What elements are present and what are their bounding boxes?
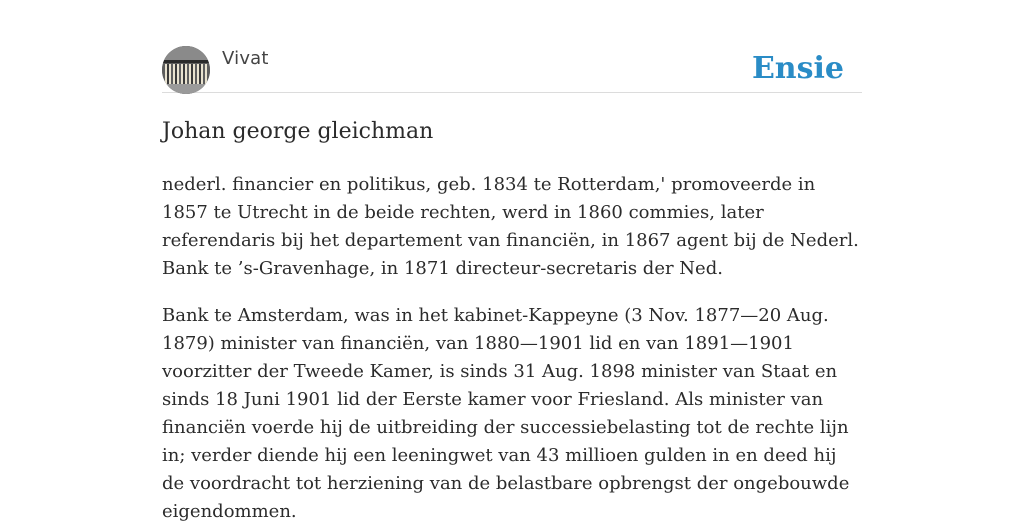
article-header [162, 46, 862, 93]
bookshelf-avatar-icon [162, 46, 210, 94]
article-card [162, 46, 862, 526]
article-title: Johan george gleichman [162, 119, 434, 144]
ensie-logo[interactable]: Ensie [751, 51, 844, 86]
article-paragraph-2: Bank te Amsterdam, was in het kabinet-Kappeyne (3 Nov. 1877—20 Aug. 1879) minister van financiën, van 1880—1901 lid en van 1891—1901 voorzitter der Tweede Kamer, is sinds 31 Aug. 1898 minister van Staat en sinds 18 Juni 1901 lid der Eerste kamer voor Friesland. Als minister van financiën voerde hij de uitbreiding der successiebelasting tot de rechte lijn in; verder diende hij een leeningwet van 43 millioen gulden in en deed hij de voordracht tot herziening van de belastbare opbrengst der ongebouwde eigendommen. [162, 305, 850, 522]
article-paragraph-1: nederl. financier en politikus, geb. 1834 te Rotterdam,' promoveerde in 1857 te Utrecht in de beide rechten, werd in 1860 commies, later referendaris bij het departement van financiën, in 1867 agent bij de Nederl. Bank te ’s-Gravenhage, in 1871 directeur-secretaris der Ned. [162, 174, 859, 279]
source-name[interactable]: Vivat [222, 48, 269, 69]
source-avatar[interactable] [162, 46, 210, 94]
